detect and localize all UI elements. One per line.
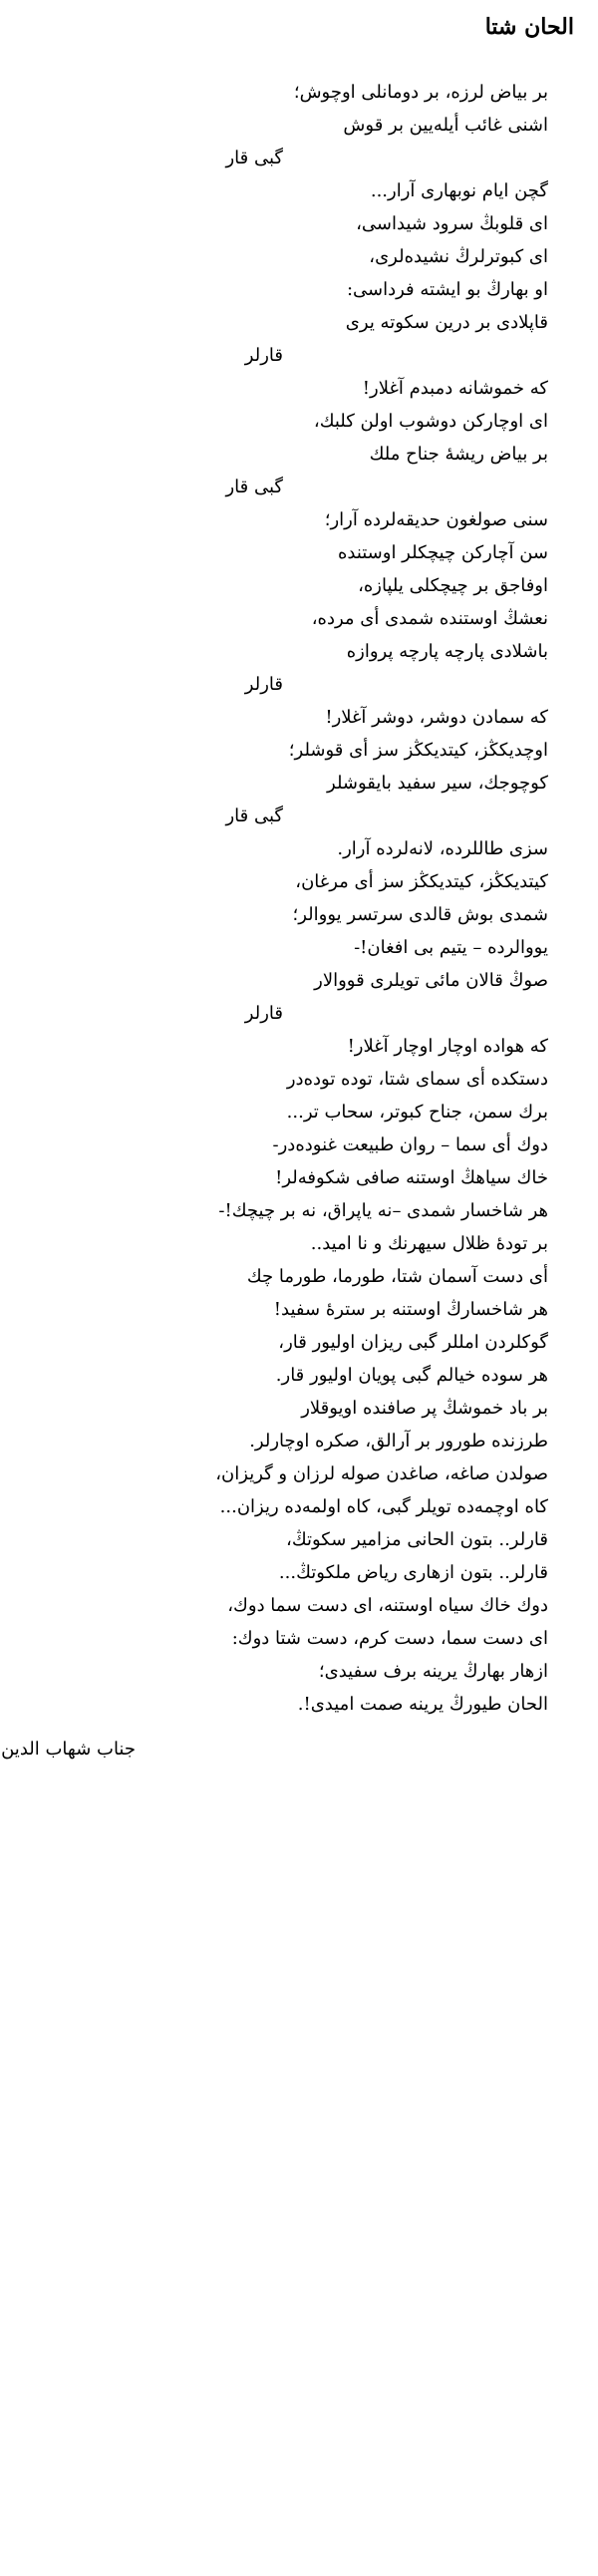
poem-line: که هوادە اوچار اوچار آغلار! xyxy=(347,1036,548,1057)
poem-line: کاه اوچمەدە تویلر گبی، کاه اولمەدە ریزان... xyxy=(219,1496,548,1517)
poem-line: که سمادن دوشر، دوشر آغلار! xyxy=(325,707,548,728)
poem-line: هر شاخسارڭ اوستنە بر سترۀ سفید! xyxy=(273,1299,548,1320)
poem-line: او بهارڭ بو ایشته فرداسی: xyxy=(346,279,548,300)
poem-line: قارلر.. بتون ازهاری ریاض ملکوتڭ... xyxy=(278,1562,548,1583)
poem-line: باشلادی پارچە پارچە پروازه xyxy=(346,641,548,662)
poem-line: قاپلادی بر درین سکوته یری xyxy=(345,312,548,333)
poem-line: بر بیاض ریشۀ جناح ملك xyxy=(369,444,548,465)
poem-line: اشنی غائب أیلەیین بر قوش xyxy=(343,115,548,136)
poem-body xyxy=(1,76,574,1766)
poem-line: ازهار بهارڭ یرینە برف سفیدی؛ xyxy=(318,1661,548,1682)
poem-refrain-line: قارلر xyxy=(244,1003,283,1024)
poem-line: ای دست سما، دست کرم، دست شتا دوك: xyxy=(231,1628,548,1649)
poem-line: صولدن صاغە، صاغدن صولە لرزان و گریزان، xyxy=(215,1463,548,1484)
poem-line: یووالردە – یتیم بی افغان!- xyxy=(354,937,548,958)
poem-line: ای اوچارکن دوشوب اولن کلبك، xyxy=(313,411,548,432)
poem-line: طرزندە طورور بر آرالق، صکرە اوچارلر. xyxy=(249,1431,548,1451)
poem-line: بر باد خموشڭ پر صافندە اویوقلار xyxy=(301,1398,548,1419)
poem-line: نعشڭ اوستندە شمدی أی مردە، xyxy=(311,608,548,629)
poem-line: خاك سیاهڭ اوستنە صافی شکوفەلر! xyxy=(275,1167,548,1188)
poem-line: سزی طاللردە، لانەلردە آرار. xyxy=(337,838,548,859)
poem-line: هر شاخسار شمدی –نە یاپراق، نە بر چیچك!- xyxy=(218,1200,548,1221)
poem-line: گچن ایام نوبهاری آرار... xyxy=(370,180,548,201)
poem-line: شمدی بوش قالدی سرتسر یووالر؛ xyxy=(292,904,548,925)
author-signature: جناب شهاب الدین xyxy=(1,1739,136,1760)
poem-line: بر تودۀ ظلال سیهرنك و نا امید.. xyxy=(310,1233,548,1254)
poem-line: دوك أی سما – روان طبیعت غنودەدر- xyxy=(272,1134,548,1155)
poem-line: سن آچارکن چیچکلر اوستندە xyxy=(337,542,548,563)
poem-line: هر سودە خیالم گبی پویان اولیور قار. xyxy=(275,1365,548,1386)
poem-line: بر بیاض لرزه، بر دومانلی اوچوش؛ xyxy=(293,82,548,103)
poem-line: برك سمن، جناح کبوتر، سحاب تر... xyxy=(286,1102,548,1123)
poem-line: دوك خاك سیاه اوستنە، ای دست سما دوك، xyxy=(227,1595,548,1616)
poem-line: کوچوجك، سیر سفید بایقوشلر xyxy=(327,773,548,794)
poem-title: الحان شتا xyxy=(484,14,574,40)
poem-line: صوڭ قالان مائی تویلری قووالار xyxy=(314,970,548,991)
poem-line: کیتدیکڭز، کیتدیکڭز سز أی مرغان، xyxy=(295,871,548,892)
poem-line: دستکدە أی سمای شتا، تودە تودەدر xyxy=(286,1069,548,1090)
poem-line: که خموشانه دمبدم آغلار! xyxy=(362,378,548,399)
poem-refrain-line: قارلر xyxy=(244,674,283,695)
poem-refrain-line: گبی قار xyxy=(225,805,283,826)
poem-line: سنی صولغون حدیقەلردە آرار؛ xyxy=(324,509,548,530)
poem-line: ای کبوترلرڭ نشیدەلری، xyxy=(369,246,548,267)
poem-refrain-line: گبی قار xyxy=(225,477,283,497)
poem-line: قارلر.. بتون الحانی مزامیر سکوتڭ، xyxy=(286,1529,548,1550)
poem-line: اوفاجق بر چیچکلی یلپازە، xyxy=(358,575,548,596)
poem-line: گوکلردن امللر گبی ریزان اولیور قار، xyxy=(278,1332,548,1353)
poem-line: الحان طیورڭ یرینە صمت امیدی!. xyxy=(297,1694,548,1715)
poem-line: أی دست آسمان شتا، طورما، طورما چك xyxy=(246,1266,548,1287)
poem-line: اوچدیکڭز، کیتدیکڭز سز أی قوشلر؛ xyxy=(288,740,548,761)
poem-refrain-line: گبی قار xyxy=(225,148,283,168)
poem-refrain-line: قارلر xyxy=(244,345,283,366)
poem-line: ای قلوبڭ سرود شیداسی، xyxy=(356,213,548,234)
